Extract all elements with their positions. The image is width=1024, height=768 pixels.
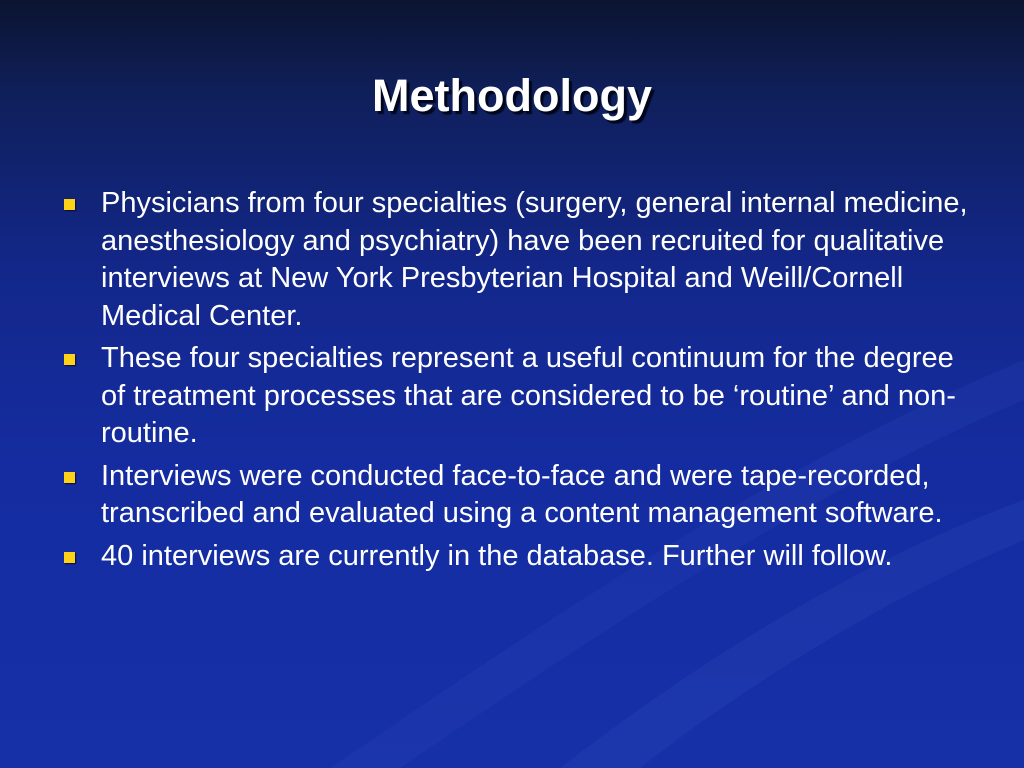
- bullet-text: These four specialties represent a useful continuum for the degree of treatment processes that are considered to be ‘routine’ and non-routine.: [101, 342, 956, 449]
- bullet-item: [60, 185, 970, 335]
- bullet-list: [60, 185, 970, 580]
- bullet-item: [60, 538, 970, 576]
- square-bullet-icon: [64, 472, 75, 483]
- bullet-item: [60, 340, 970, 453]
- bullet-item: [60, 458, 970, 533]
- bullet-text: Interviews were conducted face-to-face and were tape-recorded, transcribed and evaluated using a content management software.: [101, 459, 943, 529]
- bullet-text: Physicians from four specialties (surgery, general internal medicine, anesthesiology and psychiatry) have been recruited for qualitative interviews at New York Presbyterian Hospital and Weill/Cornell Medical Center.: [101, 187, 968, 332]
- bullet-text: 40 interviews are currently in the database. Further will follow.: [101, 539, 893, 572]
- square-bullet-icon: [64, 552, 75, 563]
- square-bullet-icon: [64, 199, 75, 210]
- square-bullet-icon: [64, 354, 75, 365]
- slide-title: Methodology: [372, 70, 652, 121]
